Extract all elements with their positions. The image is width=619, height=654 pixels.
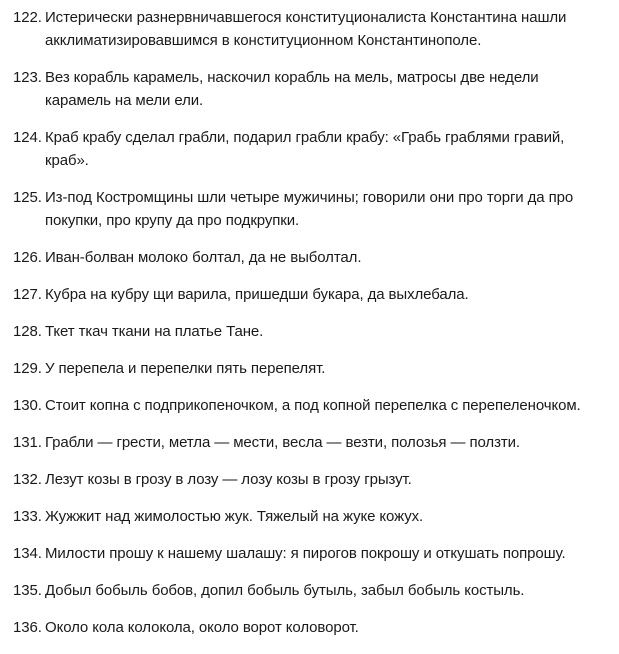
- list-item: [0, 6, 619, 52]
- list-item: [0, 357, 619, 380]
- item-number: 123.: [13, 69, 42, 86]
- item-text: Жужжит над жимолостью жук. Тяжелый на жуке кожух.: [45, 508, 424, 525]
- item-text: Добыл бобыль бобов, допил бобыль бутыль, забыл бобыль костыль.: [45, 582, 525, 599]
- item-text: Из-под Костромщины шли четыре мужичины; говорили они про торги да про покупки, про крупу да про подкрупки.: [45, 189, 574, 229]
- list-item: [0, 431, 619, 454]
- item-text: Лезут козы в грозу в лозу — лозу козы в грозу грызут.: [45, 471, 412, 488]
- list-item: [0, 320, 619, 343]
- item-text: Стоит копна с подприкопеночком, а под копной перепелка с перепеленочком.: [45, 397, 581, 414]
- item-number: 122.: [13, 9, 42, 26]
- item-number: 128.: [13, 323, 42, 340]
- item-number: 132.: [13, 471, 42, 488]
- item-number: 125.: [13, 189, 42, 206]
- list-item: [0, 186, 619, 232]
- list-item: [0, 66, 619, 112]
- list-item: [0, 246, 619, 269]
- item-number: 135.: [13, 582, 42, 599]
- item-text: Вез корабль карамель, наскочил корабль на мель, матросы две недели карамель на мели ели.: [45, 69, 539, 109]
- item-number: 126.: [13, 249, 42, 266]
- item-number: 133.: [13, 508, 42, 525]
- item-text: Милости прошу к нашему шалашу: я пирогов покрошу и откушать попрошу.: [45, 545, 566, 562]
- list-item: [0, 616, 619, 639]
- list-item: [0, 505, 619, 528]
- list-item: [0, 542, 619, 565]
- item-number: 130.: [13, 397, 42, 414]
- list-item: [0, 468, 619, 491]
- list-item: [0, 126, 619, 172]
- item-text: Около кола колокола, около ворот коловорот.: [45, 619, 359, 636]
- item-text: Ткет ткач ткани на платье Тане.: [45, 323, 264, 340]
- item-number: 134.: [13, 545, 42, 562]
- item-text: Истерически разнервничавшегося конституционалиста Константина нашли акклиматизировавшимся в конституционном Константинополе.: [45, 9, 567, 49]
- item-number: 124.: [13, 129, 42, 146]
- item-text: Кубра на кубру щи варила, пришедши букара, да выхлебала.: [45, 286, 469, 303]
- item-text: У перепела и перепелки пять перепелят.: [45, 360, 326, 377]
- list-item: [0, 394, 619, 417]
- item-number: 127.: [13, 286, 42, 303]
- item-number: 136.: [13, 619, 42, 636]
- item-text: Иван-болван молоко болтал, да не выболтал.: [45, 249, 362, 266]
- item-text: Краб крабу сделал грабли, подарил грабли крабу: «Грабь граблями гравий, краб».: [45, 129, 565, 169]
- item-text: Грабли — грести, метла — мести, весла — везти, полозья — ползти.: [45, 434, 520, 451]
- list-item: [0, 283, 619, 306]
- list-item: [0, 579, 619, 602]
- item-number: 129.: [13, 360, 42, 377]
- item-number: 131.: [13, 434, 42, 451]
